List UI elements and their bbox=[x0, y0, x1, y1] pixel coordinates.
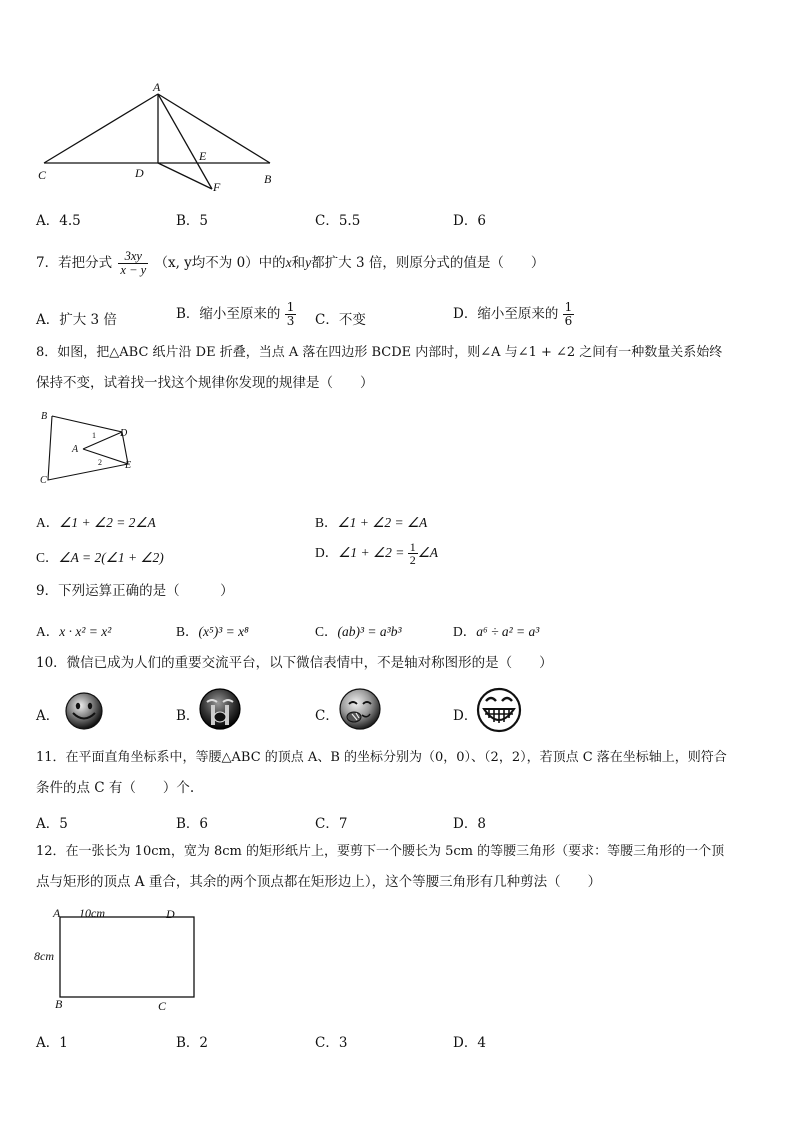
q12-option-d[interactable]: D．4 bbox=[453, 1035, 486, 1051]
triangle-figure-q6 bbox=[0, 0, 794, 200]
q10-option-c[interactable]: C． bbox=[315, 708, 339, 724]
fig12-label-a: A bbox=[53, 906, 61, 920]
q12-option-c[interactable]: C．3 bbox=[315, 1035, 348, 1051]
q9-option-b[interactable]: B．(x⁵)³ = x⁸ bbox=[176, 624, 249, 639]
q11-stem-line1: 11．在平面直角坐标系中，等腰△ABC 的顶点 A、B 的坐标分别为（0，0）、（2，2），若顶点 C 落在坐标轴上，则符合 bbox=[36, 750, 727, 765]
q10-option-d[interactable]: D． bbox=[453, 708, 478, 724]
smiley-face-icon[interactable] bbox=[64, 691, 104, 731]
q6-option-a[interactable]: A．4.5 bbox=[36, 213, 81, 229]
q6-option-b[interactable]: B．5 bbox=[176, 213, 209, 229]
q9-stem: 9．下列运算正确的是（ ） bbox=[36, 583, 234, 599]
fig6-label-c: C bbox=[38, 168, 47, 182]
fig12-label-b: B bbox=[55, 997, 63, 1011]
q8-option-b[interactable]: B．∠1 + ∠2 = ∠A bbox=[315, 515, 428, 530]
q12-stem-line1: 12．在一张长为 10cm，宽为 8cm 的矩形纸片上，要剪下一个腰长为 5cm 的等腰三角形（要求：等腰三角形的一个顶 bbox=[36, 844, 725, 859]
fig12-label-len: 10cm bbox=[79, 906, 105, 920]
q8-stem-line1: 8．如图，把△ABC 纸片沿 DE 折叠，当点 A 落在四边形 BCDE 内部时，则∠A 与∠1 + ∠2 之间有一种数量关系始终 bbox=[36, 345, 723, 360]
q12-option-b[interactable]: B．2 bbox=[176, 1035, 209, 1051]
crying-face-icon[interactable] bbox=[198, 687, 242, 731]
fig6-label-d: D bbox=[135, 166, 144, 180]
fig8-label-b: B bbox=[41, 411, 48, 422]
fig8-label-two: 2 bbox=[98, 458, 102, 467]
q7-option-d[interactable]: D．缩小至原来的 $\frac{1}{6}$ bbox=[453, 300, 573, 328]
fig12-label-wid: 8cm bbox=[34, 949, 54, 963]
fig6-label-f: F bbox=[213, 180, 221, 194]
q9-option-a[interactable]: A．x · x² = x² bbox=[36, 624, 112, 639]
fig8-label-e: E bbox=[125, 460, 132, 471]
q7-option-b[interactable]: B．缩小至原来的 $\frac{1}{3}$ bbox=[176, 300, 295, 328]
fig12-label-c: C bbox=[158, 999, 167, 1013]
q12-option-a[interactable]: A．1 bbox=[36, 1035, 68, 1051]
q7-stem: 7．若把分式 $\frac{3xy}{x - y}$ （x, y均不为 0）中的x和y都扩大 3 倍，则原分式的值是（ ） bbox=[36, 248, 545, 277]
q11-option-c[interactable]: C．7 bbox=[315, 816, 348, 832]
q8-option-a[interactable]: A．∠1 + ∠2 = 2∠A bbox=[36, 515, 156, 530]
q10-option-a[interactable]: A． bbox=[36, 708, 60, 724]
q7-option-a[interactable]: A．扩大 3 倍 bbox=[36, 312, 117, 328]
fig8-label-d: D bbox=[120, 428, 128, 439]
q8-stem-line2: 保持不变，试着找一找这个规律你发现的规律是（ ） bbox=[36, 375, 374, 391]
q7-option-c[interactable]: C．不变 bbox=[315, 312, 366, 328]
fig6-label-e: E bbox=[199, 149, 207, 163]
q11-option-b[interactable]: B．6 bbox=[176, 816, 209, 832]
q6-option-d[interactable]: D．6 bbox=[453, 213, 486, 229]
q12-stem-line2: 点与矩形的顶点 A 重合，其余的两个顶点都在矩形边上），这个等腰三角形有几种剪法（ ） bbox=[36, 874, 602, 890]
fig12-label-d: D bbox=[166, 907, 175, 921]
q11-option-a[interactable]: A．5 bbox=[36, 816, 68, 832]
fig8-label-c: C bbox=[40, 475, 47, 486]
q11-option-d[interactable]: D．8 bbox=[453, 816, 486, 832]
q9-option-c[interactable]: C．(ab)³ = a³b³ bbox=[315, 624, 402, 639]
grinning-face-icon[interactable] bbox=[476, 687, 522, 733]
q9-option-d[interactable]: D．a⁶ ÷ a² = a³ bbox=[453, 624, 540, 639]
q6-option-c[interactable]: C．5.5 bbox=[315, 213, 361, 229]
fig6-label-b: B bbox=[264, 172, 272, 186]
fig8-label-a: A bbox=[72, 444, 79, 455]
q8-option-d[interactable]: D．∠1 + ∠2 = $\frac{1}{2}$ ∠A bbox=[315, 539, 439, 568]
fold-figure-q8 bbox=[36, 404, 176, 494]
fig8-label-one: 1 bbox=[92, 431, 96, 440]
q8-option-c[interactable]: C．∠A = 2(∠1 + ∠2) bbox=[36, 550, 164, 565]
shy-face-icon[interactable] bbox=[338, 687, 382, 731]
q7-fraction: $\frac{3xy}{x - y}$ bbox=[120, 248, 147, 277]
q11-stem-line2: 条件的点 C 有（ ）个. bbox=[36, 780, 195, 796]
q10-option-b[interactable]: B． bbox=[176, 708, 200, 724]
fig6-label-a: A bbox=[153, 80, 161, 94]
q10-stem: 10．微信已成为人们的重要交流平台，以下微信表情中，不是轴对称图形的是（ ） bbox=[36, 655, 553, 671]
